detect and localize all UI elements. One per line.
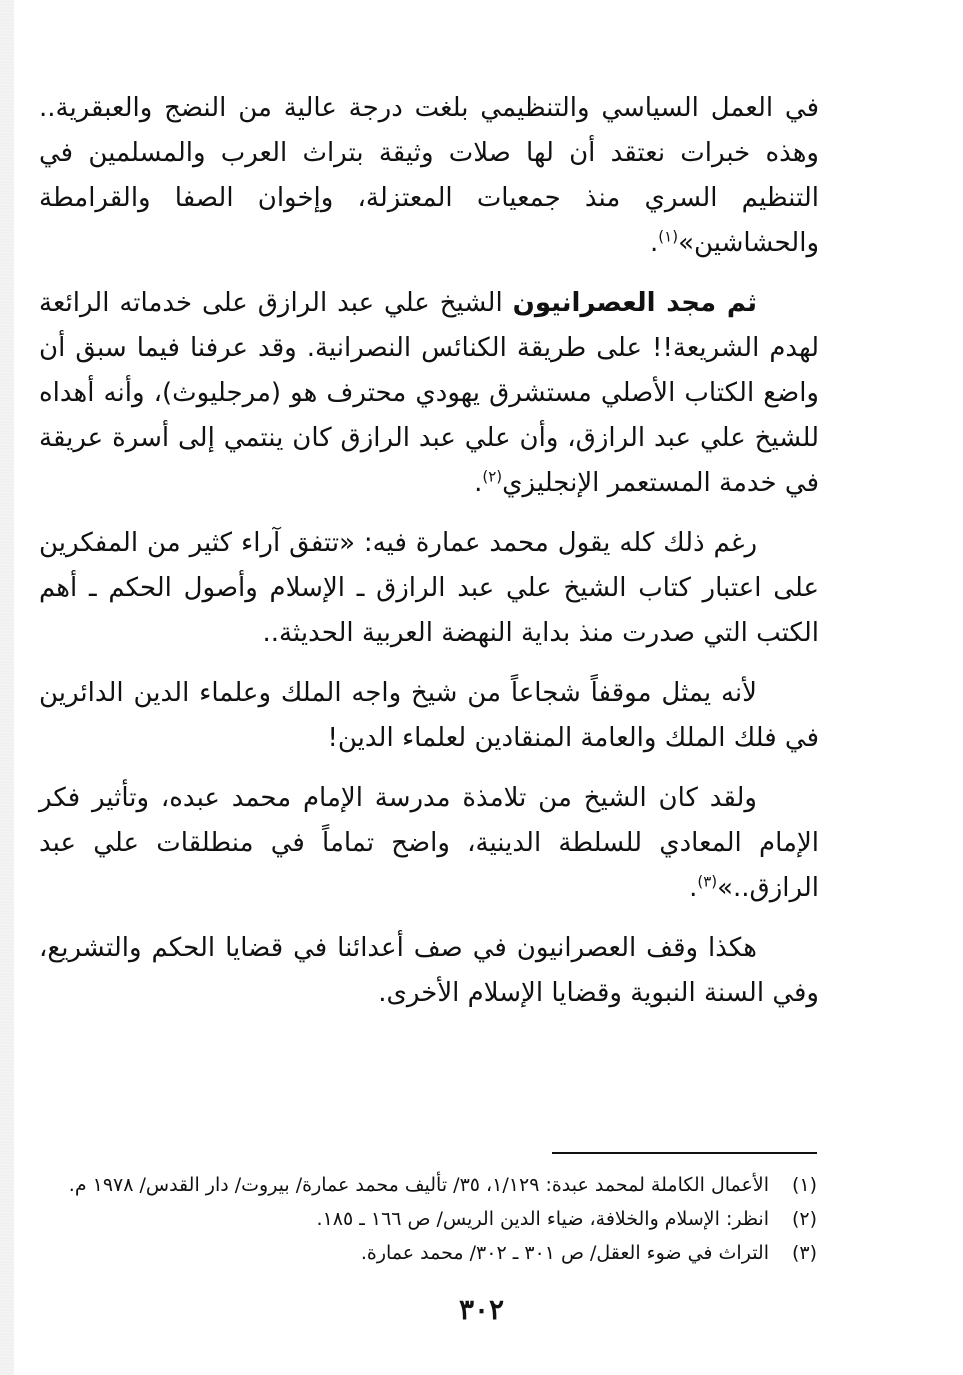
paragraph-text: ولقد كان الشيخ من تلامذة مدرسة الإمام محمد عبده، وتأثير فكر الإمام المعادي للسلطة الدينية، واضح تماماً في منطلقات علي عبد الرازق..»	[39, 783, 819, 903]
paragraph-4	[39, 671, 819, 761]
footnote-number: (١)	[791, 1174, 817, 1196]
footnote-ref-3[interactable]: (٣)	[697, 872, 718, 891]
paragraph-text: الشيخ علي عبد الرازق على خدماته الرائعة لهدم الشريعة!! على طريقة الكنائس النصرانية. وقد عرفنا فيما سبق أن واضع الكتاب الأصلي مستشرق يهودي محترف هو (مرجليوث)، وأنه أهداه للشيخ علي عبد الرازق، وأن علي عبد الرازق كان ينتمي إلى أسرة عريقة في خدمة المستعمر الإنجليزي	[39, 288, 819, 498]
paragraph-tail: .	[689, 873, 698, 903]
paragraph-text: في العمل السياسي والتنظيمي بلغت درجة عالية من النضج والعبقرية.. وهذه خبرات نعتقد أن لها صلات وثيقة بتراث العرب والمسلمين في التنظيم السري منذ جمعيات المعتزلة، وإخوان الصفا والقرامطة والحشاشين»	[39, 93, 819, 258]
paragraph-text: لأنه يمثل موقفاً شجاعاً من شيخ واجه الملك وعلماء الدين الدائرين في فلك الملك والعامة المنقادين لعلماء الدين!	[39, 678, 819, 753]
paragraph-tail: .	[474, 468, 483, 498]
footnote-ref-1[interactable]: (١)	[658, 227, 679, 246]
footnote-3	[37, 1236, 817, 1270]
page-number: ٣٠٢	[458, 1293, 505, 1326]
footnote-number: (٣)	[791, 1242, 817, 1264]
paragraph-6	[39, 926, 819, 1016]
paragraph-1	[39, 86, 819, 266]
paragraph-2	[39, 281, 819, 506]
paragraph-text: هكذا وقف العصرانيون في صف أعدائنا في قضايا الحكم والتشريع، وفي السنة النبوية وقضايا الإسلام الأخرى.	[39, 933, 819, 1008]
paragraph-text: رغم ذلك كله يقول محمد عمارة فيه: «تتفق آراء كثير من المفكرين على اعتبار كتاب الشيخ علي عبد الرازق ـ الإسلام وأصول الحكم ـ أهم الكتب التي صدرت منذ بداية النهضة العربية الحديثة..	[39, 528, 819, 648]
scan-edge-artifact	[0, 0, 14, 1375]
footnote-number: (٢)	[791, 1208, 817, 1230]
footnote-1	[37, 1168, 817, 1202]
footnote-separator	[552, 1152, 817, 1154]
paragraph-5	[39, 776, 819, 911]
footnote-text: التراث في ضوء العقل/ ص ٣٠١ ـ ٣٠٢/ محمد عمارة.	[360, 1242, 769, 1264]
paragraph-3	[39, 521, 819, 656]
footnote-ref-2[interactable]: (٢)	[482, 467, 503, 486]
footnote-text: الأعمال الكاملة لمحمد عبدة: ١/١٢٩، ٣٥/ تأليف محمد عمارة/ بيروت/ دار القدس/ ١٩٧٨ م.	[68, 1174, 769, 1196]
paragraph-bold-lead: ثم مجد العصرانيون	[512, 288, 757, 318]
footnote-2	[37, 1202, 817, 1236]
footnotes	[37, 1168, 817, 1270]
paragraph-tail: .	[650, 228, 659, 258]
footnote-text: انظر: الإسلام والخلافة، ضياء الدين الريس/ ص ١٦٦ ـ ١٨٥.	[316, 1208, 769, 1230]
main-text	[39, 86, 819, 1031]
